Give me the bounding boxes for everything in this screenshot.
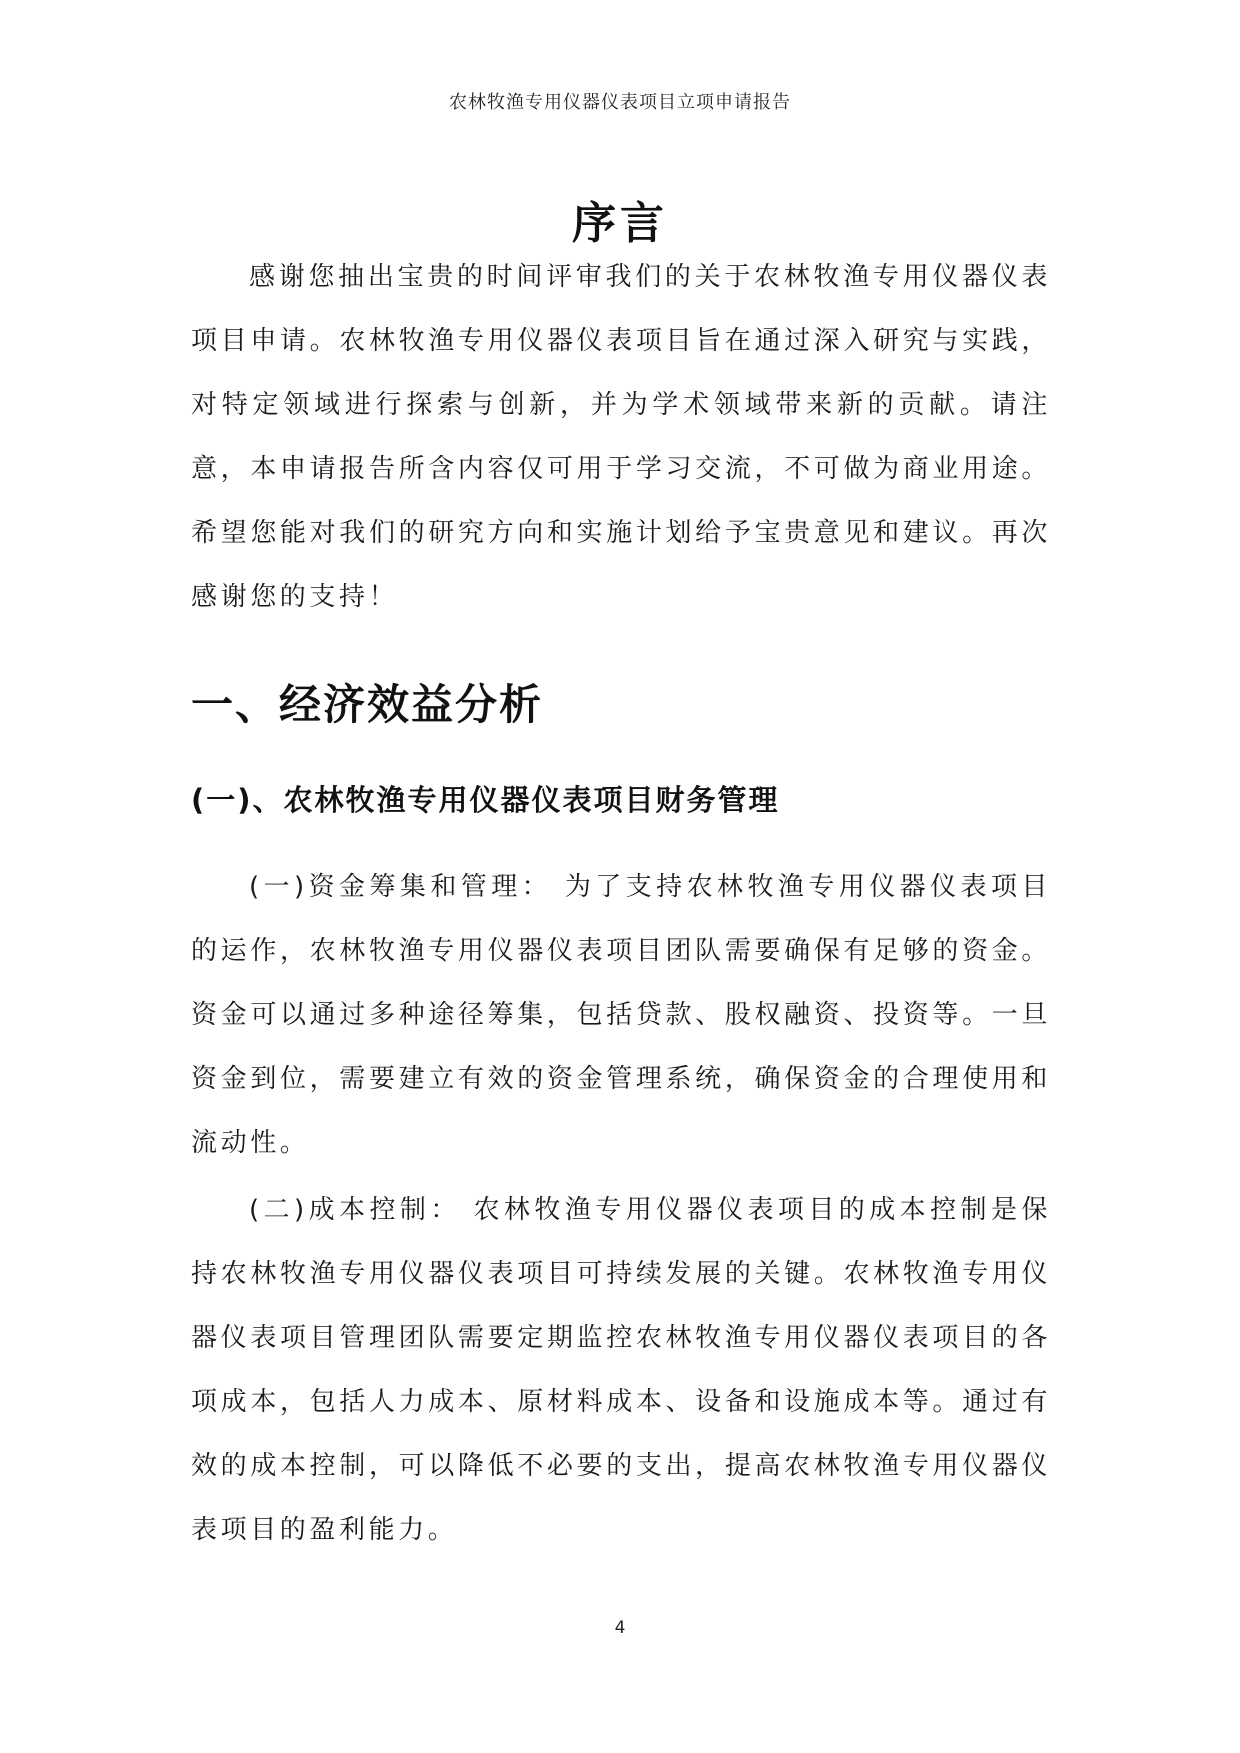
page-number: 4	[614, 1618, 626, 1638]
paragraph-cost-control: (二)成本控制： 农林牧渔专用仪器仪表项目的成本控制是保持农林牧渔专用仪器仪表项目可持续发展的关键。农林牧渔专用仪器仪表项目管理团队需要定期监控农林牧渔专用仪器仪表项目的各项成本，包括人力成本、原材料成本、设备和设施成本等。通过有效的成本控制，可以降低不必要的支出，提高农林牧渔专用仪器仪表项目的盈利能力。	[191, 1195, 1051, 1545]
preface-title: 序言	[572, 198, 668, 250]
running-header: 农林牧渔专用仪器仪表项目立项申请报告	[449, 92, 791, 113]
preface-paragraph: 感谢您抽出宝贵的时间评审我们的关于农林牧渔专用仪器仪表项目申请。农林牧渔专用仪器仪表项目旨在通过深入研究与实践，对特定领域进行探索与创新，并为学术领域带来新的贡献。请注意，本申请报告所含内容仅可用于学习交流，不可做为商业用途。希望您能对我们的研究方向和实施计划给予宝贵意见和建议。再次感谢您的支持！	[191, 262, 1051, 612]
subsection-heading: (一)、农林牧渔专用仪器仪表项目财务管理	[191, 783, 780, 817]
section-heading: 一、经济效益分析	[191, 680, 544, 729]
paragraph-funding: (一)资金筹集和管理： 为了支持农林牧渔专用仪器仪表项目的运作，农林牧渔专用仪器仪表项目团队需要确保有足够的资金。资金可以通过多种途径筹集，包括贷款、股权融资、投资等。一旦资金到位，需要建立有效的资金管理系统，确保资金的合理使用和流动性。	[191, 872, 1051, 1158]
